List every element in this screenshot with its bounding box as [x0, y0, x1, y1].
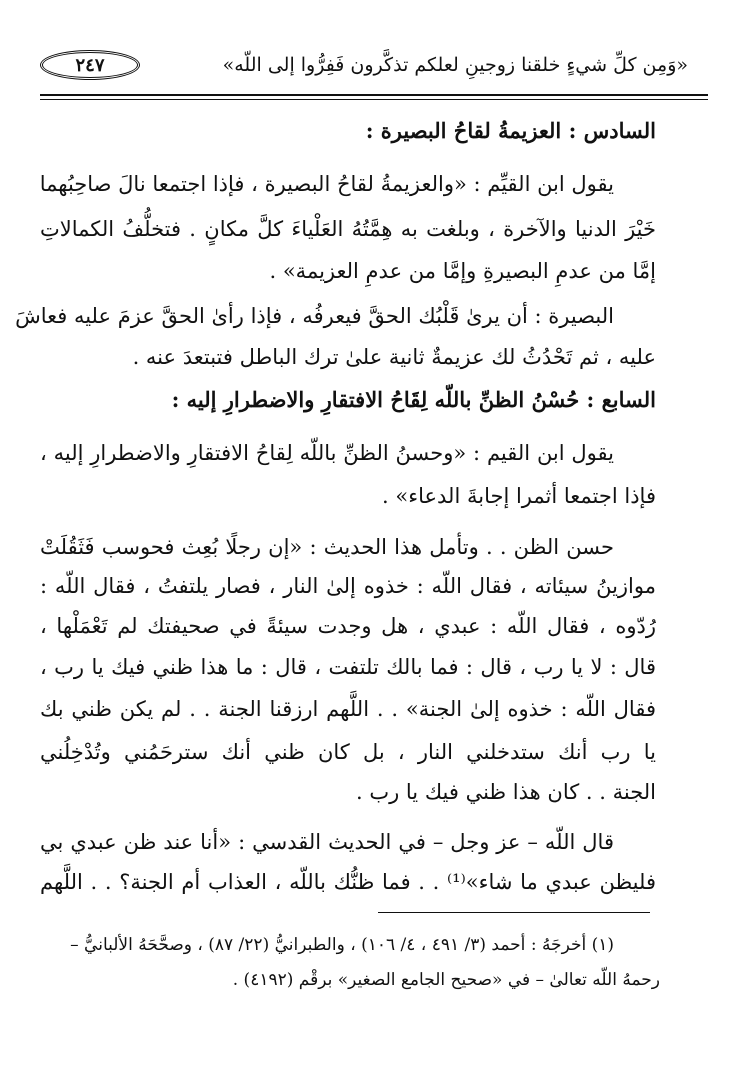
paragraph-line: حسن الظن . . وتأمل هذا الحديث : «إن رجلًا بُعِث فحوسب فَثَقُلَتْ — [40, 535, 614, 559]
page-header — [40, 44, 708, 94]
section-heading-seventh: السابع : حُسْنُ الظنِّ باللّه لِقَاحُ الافتقارِ والاضطرارِ إليه : — [171, 387, 656, 412]
footnote-line: (١) أخرجَهُ : أحمد (٣/ ٤٩١ ، ٤/ ١٠٦) ، والطبرانيُّ (٢٢/ ٨٧) ، وصحَّحَهُ الألبانيُّ – — [70, 935, 614, 955]
paragraph-line: قال : لا يا رب ، قال : فما بالك تلتفت ، قال : ما هذا ظني فيك يا رب ، — [40, 655, 656, 679]
paragraph-line: فقال اللّه : خذوه إلىٰ الجنة» . . اللَّهم ارزقنا الجنة . . لم يكن ظني بك — [40, 697, 656, 721]
paragraph-line: موازينُ سيئاته ، فقال اللّه : خذوه إلىٰ النار ، فصار يلتفتُ ، فقال اللّه : — [40, 574, 656, 598]
footnote-separator — [378, 912, 650, 913]
paragraph-line: البصيرة : أن يرىٰ قَلْبُك الحقَّ فيعرفُه ، فإذا رأىٰ الحقَّ عزمَ عليه فعاشَ — [15, 304, 614, 328]
paragraph-line: عليه ، ثم تَحْدُثُ لك عزيمةٌ ثانية علىٰ ترك الباطل فتبتعدَ عنه . — [132, 345, 656, 369]
paragraph-line: رُدّوه ، فقال اللّه : عبدي ، هل وجدت سيئةً في صحيفتك لم تَعْمَلْها ، — [40, 614, 656, 638]
footnote-line: رحمهُ اللّه تعالىٰ – في «صحيح الجامع الصغير» برقْم (٤١٩٢) . — [232, 970, 660, 990]
paragraph-line-hadith: فليظن عبدي ما شاء»⁽¹⁾ . . فما ظنُّك باللّه ، العذاب أم الجنة؟ . . اللَّهم — [40, 870, 656, 894]
paragraph-line: خَيْرَ الدنيا والآخرة ، وبلغت به هِمَّتُهُ العَلْياءَ كلَّ مكانٍ . فتخلُّفُ الكمالاتِ — [40, 217, 656, 241]
paragraph-line: فإذا اجتمعا أثمرا إجابةَ الدعاء» . — [382, 484, 656, 508]
paragraph-line: يا رب أنك ستدخلني النار ، بل كان ظني أنك سترحَمُني وتُدْخِلُني — [40, 740, 656, 764]
header-rule-thin — [40, 99, 708, 100]
page-number-badge: ٢٤٧ — [40, 50, 140, 80]
paragraph-line: يقول ابن القيِّم : «والعزيمةُ لقاحُ البصيرة ، فإذا اجتمعا نالَ صاحِبُهما — [39, 172, 614, 196]
section-heading-sixth: السادس : العزيمةُ لقاحُ البصيرة : — [365, 118, 656, 143]
paragraph-line-hadith: قال اللّه – عز وجل – في الحديث القدسي : «أنا عند ظن عبدي بي — [40, 830, 614, 854]
paragraph-line: إمَّا من عدمِ البصيرةِ وإمَّا من عدمِ العزيمة» . — [269, 259, 656, 283]
paragraph-line: يقول ابن القيم : «وحسنُ الظنِّ باللّه لِقاحُ الافتقارِ والاضطرارِ إليه ، — [40, 441, 614, 465]
header-rule-thick — [40, 94, 708, 96]
paragraph-line: الجنة . . كان هذا ظني فيك يا رب . — [355, 780, 656, 804]
running-header-verse: «وَمِن كلِّ شيءٍ خلقنا زوجينِ لعلكم تذكَّرون فَفِرُّوا إلى اللّه» — [222, 54, 688, 76]
